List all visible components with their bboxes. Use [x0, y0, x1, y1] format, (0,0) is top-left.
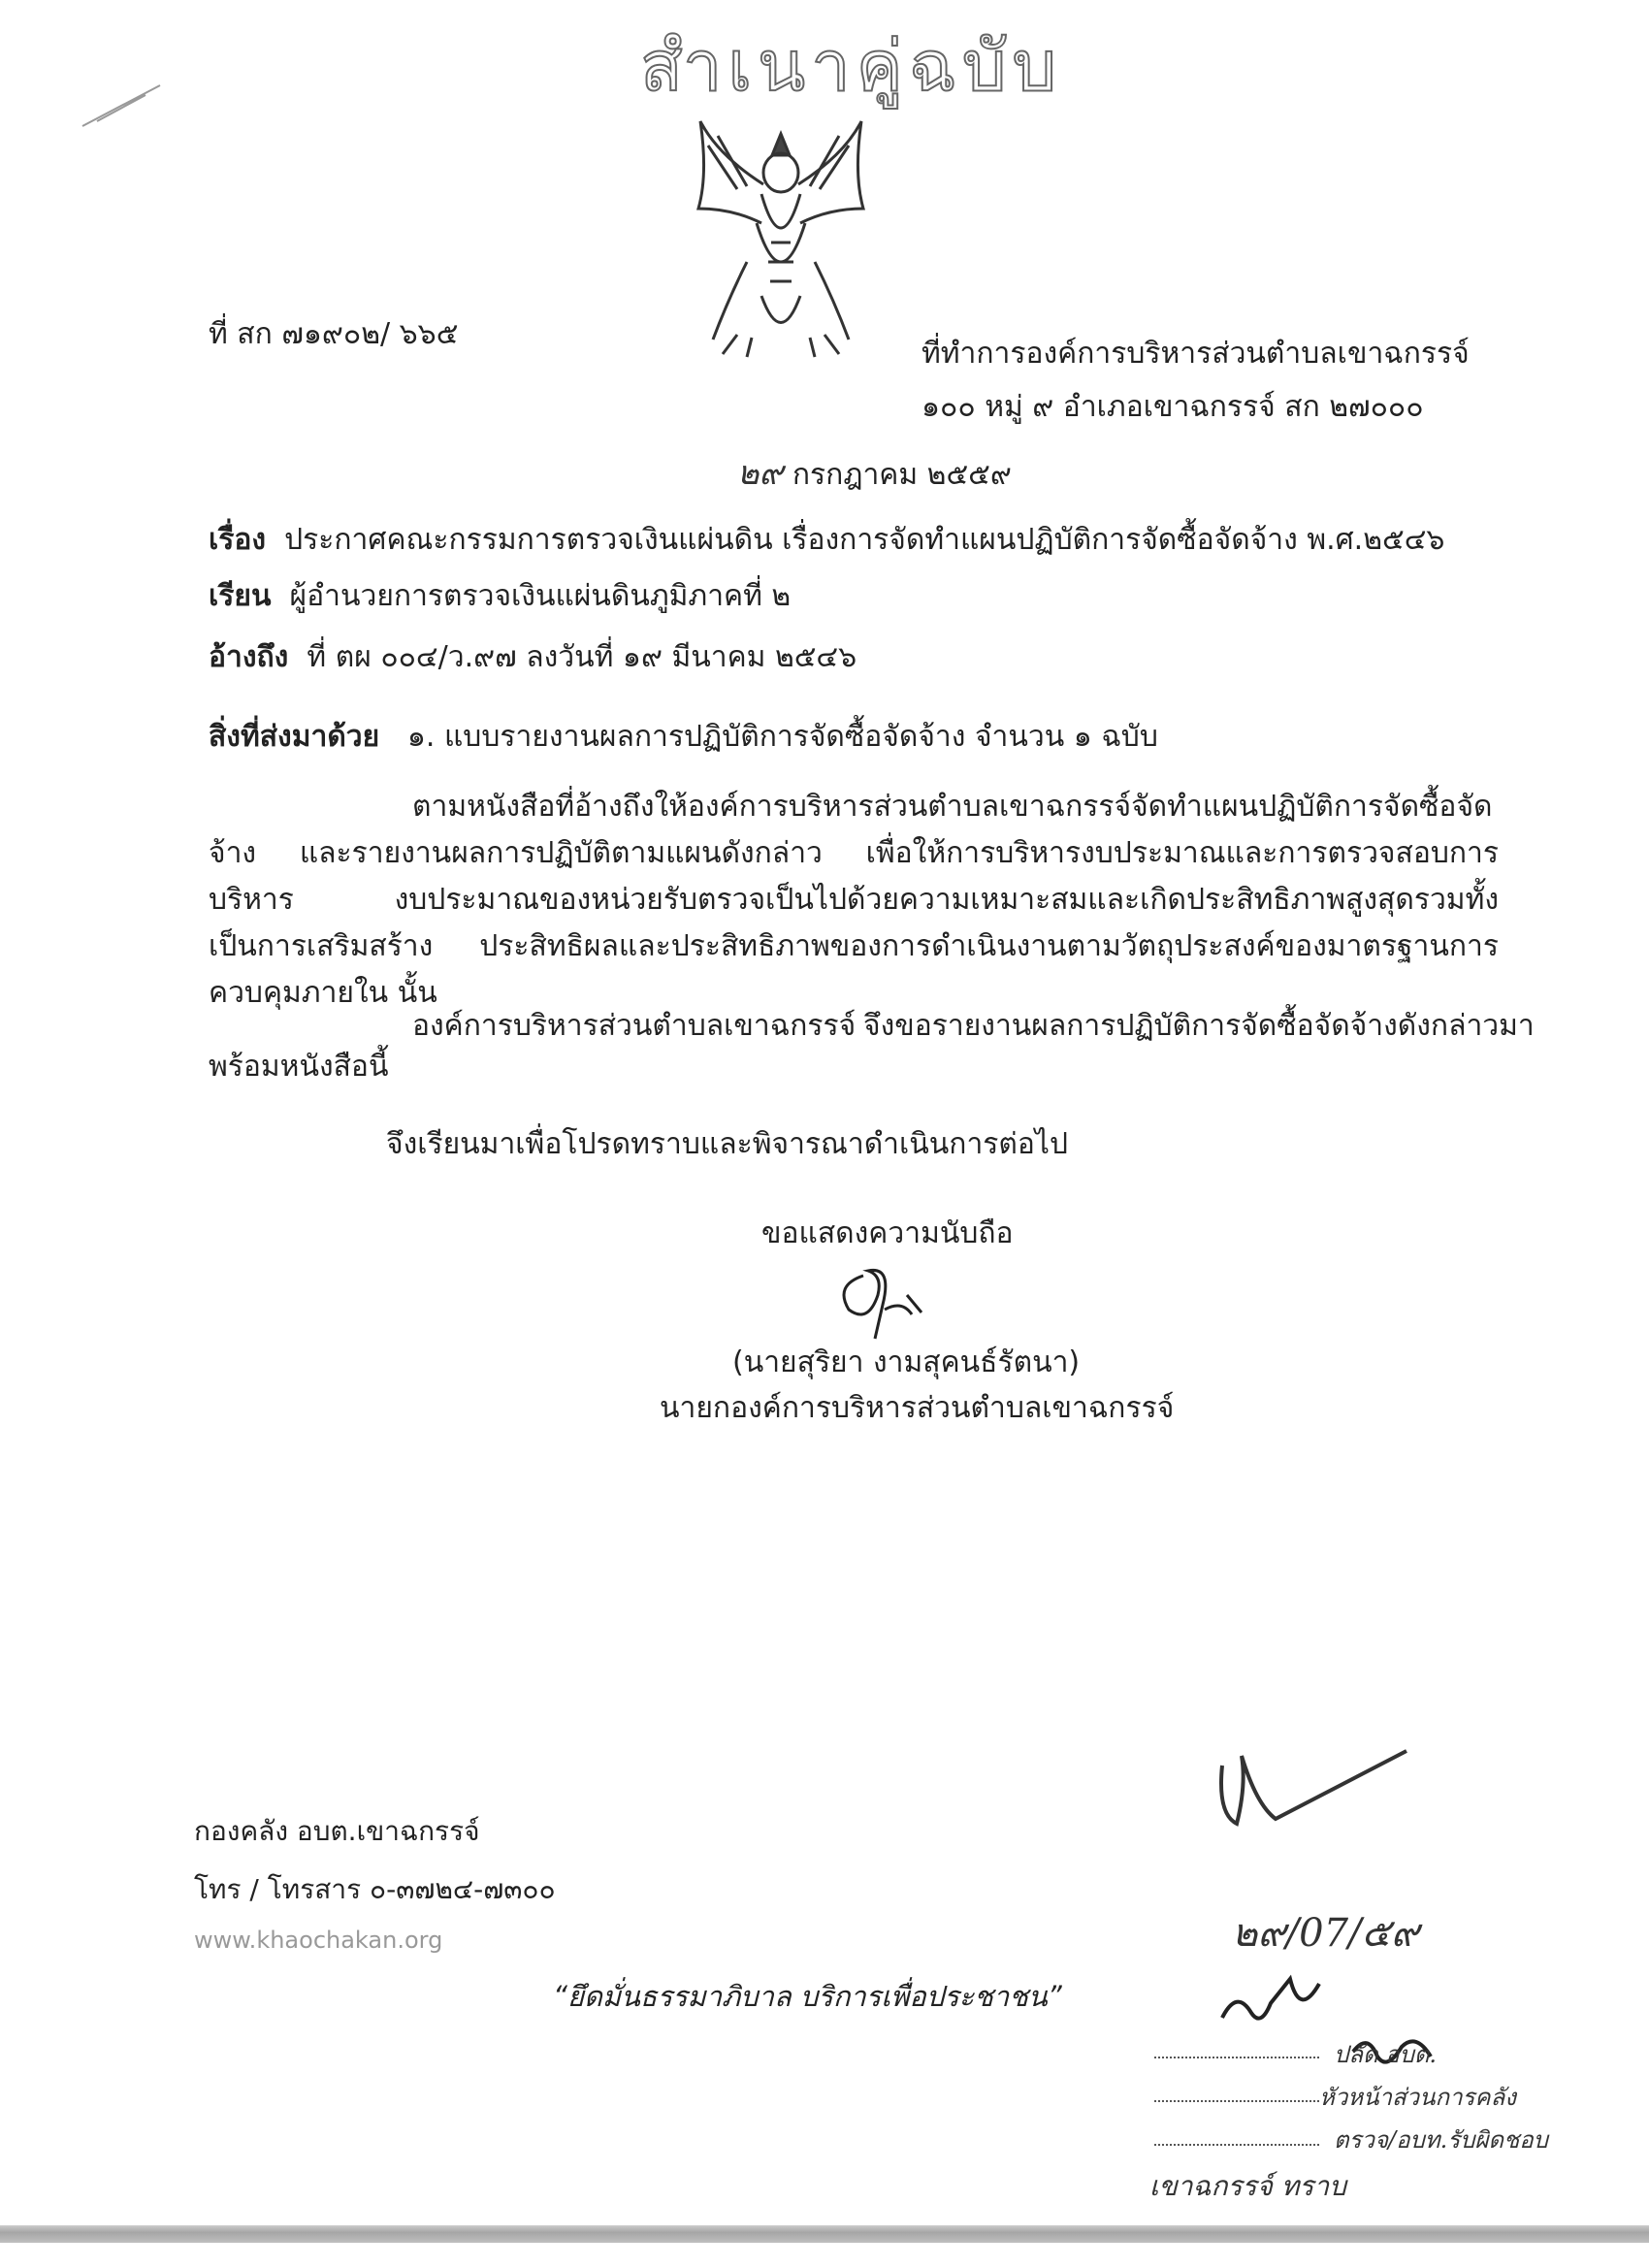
closing-regards: ขอแสดงความนับถือ	[761, 1216, 1014, 1250]
routing-line-3: ตรวจ/อบท.รับผิดชอบ	[1334, 2126, 1548, 2154]
copy-stamp: สำเนาคู่ฉบับ	[640, 25, 1063, 107]
routing-line-1: ปลัด อบต.	[1334, 2041, 1438, 2068]
pen-mark-icon	[78, 78, 165, 136]
footer-department: กองคลัง อบต.เขาฉกรรจ์	[194, 1815, 480, 1847]
footer-phone: โทร / โทรสาร ๐-๓๗๒๔-๗๓๐๐	[194, 1873, 556, 1905]
recipient-label: เรียน	[209, 579, 272, 613]
recipient-value: ผู้อำนวยการตรวจเงินแผ่นดินภูมิภาคที่ ๒	[289, 579, 792, 613]
office-address-line1: ที่ทำการองค์การบริหารส่วนตำบลเขาฉกรรจ์	[922, 337, 1470, 371]
recipient-line	[209, 577, 791, 616]
handwritten-date-note: ๒๙/07/๕๙	[1232, 1911, 1420, 1956]
body-paragraph-2-part-a: องค์การบริหารส่วนตำบลเขาฉกรรจ์	[412, 1009, 857, 1043]
date-day-handwritten: ๒๙	[737, 454, 784, 493]
body-paragraph-3: จึงเรียนมาเพื่อโปรดทราบและพิจารณาดำเนินการต่อไป	[386, 1127, 1069, 1161]
footer-website: www.khaochakan.org	[194, 1927, 443, 1954]
body-paragraph-2-part-c: พร้อมหนังสือนี้	[209, 1050, 389, 1084]
signature-mark	[824, 1256, 931, 1348]
reference-number: ที่ สก ๗๑๙๐๒/ ๖๖๕	[209, 317, 459, 351]
subject-value: ประกาศคณะกรรมการตรวจเงินแผ่นดิน เรื่องการจัดทำแผนปฏิบัติการจัดซื้อจัดจ้าง พ.ศ.๒๕๔๖	[284, 523, 1445, 557]
dotted-line-1	[1154, 2057, 1319, 2058]
subject-label: เรื่อง	[209, 523, 267, 557]
footer-motto: “ยึดมั่นธรรมาภิบาล บริการเพื่อประชาชน”	[553, 1980, 1062, 2013]
enclosure-line	[209, 718, 1158, 757]
body-paragraph-1: ตามหนังสือที่อ้างถึงให้องค์การบริหารส่วนตำบลเขาฉกรรจ์จัดทำแผนปฏิบัติการจัดซื้อจัดจ้าง และรายงานผลการปฏิบัติตามแผนดังกล่าว เพื่อให้การบริหารงบประมาณและการตรวจสอบการบริหาร งบประมาณของหน่วยรับตรวจเป็นไปด้วยความเหมาะสมและเกิดประสิทธิภาพสูงสุดรวมทั้งเป็นการเสริมสร้าง ประสิทธิผลและประสิทธิภาพของการดำเนินงานตามวัตถุประสงค์ของมาตรฐานการควบคุมภายใน นั้น	[209, 790, 1499, 1010]
subject-line	[209, 521, 1444, 560]
enclosure-label: สิ่งที่ส่งมาด้วย	[209, 720, 380, 754]
scan-edge-artifact	[0, 2225, 1649, 2243]
enclosure-value: ๑. แบบรายงานผลการปฏิบัติการจัดซื้อจัดจ้าง จำนวน ๑ ฉบับ	[406, 720, 1158, 754]
routing-line-4: เขาฉกรรจ์ ทราบ	[1149, 2170, 1346, 2202]
signatory-position: นายกองค์การบริหารส่วนตำบลเขาฉกรรจ์	[660, 1391, 1175, 1425]
signatory-name: (นายสุริยา งามสุคนธ์รัตนา)	[732, 1345, 1081, 1379]
approval-check-mark	[1217, 1746, 1411, 1882]
routing-line-2: หัวหน้าส่วนการคลัง	[1319, 2084, 1516, 2111]
date-month-year: กรกฎาคม ๒๕๕๙	[792, 458, 1012, 492]
body-paragraph-2-part-b: จึงขอรายงานผลการปฏิบัติการจัดซื้อจัดจ้างดังกล่าวมา	[863, 1009, 1535, 1043]
reference-line	[209, 638, 857, 677]
handwritten-initials	[1212, 1969, 1358, 2037]
letter-date	[737, 454, 1012, 495]
dotted-line-3	[1154, 2144, 1319, 2146]
garuda-emblem-icon	[679, 116, 883, 359]
reference-value: ที่ ตผ ๐๐๔/ว.๙๗ ลงวันที่ ๑๙ มีนาคม ๒๕๔๖	[307, 640, 857, 674]
office-address-line2: ๑๐๐ หมู่ ๙ อำเภอเขาฉกรรจ์ สก ๒๗๐๐๐	[922, 390, 1424, 424]
reference-label: อ้างถึง	[209, 640, 289, 674]
dotted-line-2	[1154, 2100, 1319, 2102]
